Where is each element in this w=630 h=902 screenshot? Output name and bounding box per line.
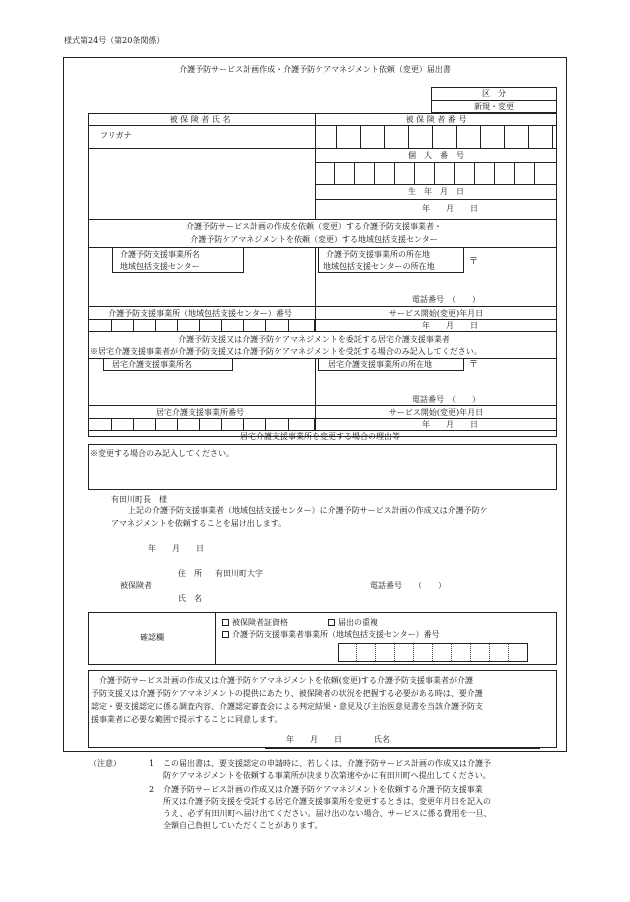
note-1-num: 1 (149, 759, 155, 768)
signature-name-label: 氏 名 (178, 594, 202, 603)
provider-name-label-1: 介護予防支援事業所名 (120, 250, 200, 259)
note-2-line-3: うえ、必ず有田川町へ届け出てください。届け出のない場合、サービスに係る費用を一旦、 (163, 809, 492, 818)
declaration-text-1: 上記の介護予防支援事業者（地域包括支援センター）に介護予防サービス計画の作成又は介護予防ケ (128, 506, 488, 515)
consign-line-1: 介護予防支援又は介護予防ケアマネジメントを委託する居宅介護支援事業者 (178, 335, 450, 344)
checkbox-icon[interactable] (222, 619, 229, 626)
insured-number-cells[interactable] (315, 125, 553, 148)
checkbox-icon[interactable] (222, 631, 229, 638)
postal-mark: 〒 (469, 257, 479, 267)
kubun-label: 区 分 (482, 89, 506, 98)
confirm-item-2[interactable] (328, 619, 378, 627)
confirm-item-1[interactable] (222, 619, 288, 627)
request-heading-2: 介護予防ケアマネジメントを依頼（変更）する地域包括支援センター (190, 235, 438, 244)
checkbox-icon[interactable] (328, 619, 335, 626)
consign-phone[interactable]: 電話番号 （ ） (412, 395, 480, 404)
confirm-item-1-label: 被保険者証資格 (232, 618, 288, 627)
consent-line-4: 援事業者に必要な範囲で提示することに同意します。 (91, 715, 283, 724)
consign-name-label: 居宅介護支援事業所名 (112, 360, 192, 369)
declaration-text-2: アマネジメントを依頼することを届け出します。 (111, 519, 287, 528)
note-2-line-4: 全額自己負担していただくことがあります。 (163, 821, 323, 830)
consent-line-2: 予防支援又は介護予防ケアマネジメントの提供にあたり、被保険者の状況を把握する必要がある時は、要介護 (91, 689, 483, 698)
form-title: 介護予防サービス計画作成・介護予防ケアマネジメント依頼（変更）届出書 (179, 65, 451, 74)
sign-underline (265, 748, 540, 749)
declaration-phone[interactable]: 電話番号 （ ） (370, 581, 446, 590)
insured-name-header: 被 保 険 者 氏 名 (169, 115, 231, 124)
provider-start-label: サービス開始(変更)年月日 (388, 309, 484, 318)
consign-start-date[interactable]: 年 月 日 (422, 420, 478, 429)
consign-postal-mark: 〒 (469, 360, 479, 370)
consent-line-1: 介護予防サービス計画の作成又は介護予防ケアマネジメントを依頼(変更)する介護予防支援事業者が介護 (99, 676, 473, 685)
provider-address-label-1: 介護予防支援事業所の所在地 (326, 250, 430, 259)
consign-number-cells[interactable] (88, 418, 315, 430)
consign-line-2: ※居宅介護支援事業者が介護予防支援又は介護予防ケアマネジメントを受託する場合のみ記入してください。 (90, 347, 482, 356)
personal-number-label: 個 人 番 号 (408, 151, 464, 160)
address-label: 住 所 (178, 569, 202, 578)
reason-note: ※変更する場合のみ記入してください。 (90, 449, 234, 458)
confirm-item-3-label: 介護予防支援事業者事業所（地域包括支援センター）番号 (232, 630, 440, 639)
consign-number-label: 居宅介護支援事業所番号 (156, 408, 244, 417)
note-2-line-1: 介護予防サービス計画の作成又は介護予防ケアマネジメントを依頼する介護予防支援事業 (163, 785, 483, 794)
kubun-value[interactable]: 新規・変更 (474, 102, 514, 111)
confirm-item-3[interactable] (222, 631, 440, 639)
provider-phone[interactable]: 電話番号 （ ） (412, 295, 480, 304)
provider-number-cells[interactable] (88, 319, 315, 331)
provider-name-label-2: 地域包括支援センター (120, 262, 200, 271)
consent-sign[interactable]: 年 月 日 氏名 (286, 735, 390, 744)
form-number: 様式第24号（第20条関係） (64, 36, 165, 45)
provider-address-label-2: 地域包括支援センターの所在地 (323, 262, 435, 271)
furigana-label: フリガナ (100, 131, 132, 140)
confirm-label: 確認欄 (140, 633, 164, 642)
addressee: 有田川町長 様 (111, 495, 167, 504)
consign-start-label: サービス開始(変更)年月日 (388, 408, 484, 417)
address-value[interactable]: 有田川町大字 (215, 569, 263, 578)
personal-number-cells[interactable] (315, 162, 557, 184)
note-2-num: 2 (149, 785, 155, 794)
reason-label: 居宅介護支援事業所を変更する場合の理由等 (240, 432, 400, 441)
birthdate-label: 生 年 月 日 (408, 187, 464, 196)
birthdate-field[interactable]: 年 月 日 (422, 204, 478, 213)
consign-address-label: 居宅介護支援事業所の所在地 (328, 360, 432, 369)
provider-start-date[interactable]: 年 月 日 (422, 321, 478, 330)
note-1-line-2: 防ケアマネジメントを依頼する事業所が決まり次第速やかに有田川町へ提出してください。 (163, 771, 491, 780)
request-heading-1: 介護予防サービス計画の作成を依頼（変更）する介護予防支援事業者・ (186, 222, 442, 231)
confirm-number-cells[interactable] (338, 643, 528, 662)
provider-number-label: 介護予防支援事業所（地域包括支援センター）番号 (108, 309, 292, 318)
confirm-item-2-label: 届出の重複 (338, 618, 378, 627)
consent-line-3: 認定・要支援認定に係る調査内容、介護認定審査会による判定結果・意見及び主治医意見書を当該介護予防支 (91, 702, 483, 711)
insured-label: 被保険者 (120, 581, 152, 590)
declaration-date[interactable]: 年 月 日 (148, 544, 204, 553)
insured-number-header: 被 保 険 者 番 号 (405, 115, 467, 124)
note-2-line-2: 所又は介護予防支援を受託する居宅介護支援事業所を変更するときは、変更年月日を記入の (163, 797, 491, 806)
notes-label: （注意） (89, 759, 121, 768)
note-1-line-1: この届出書は、要支援認定の申請時に、若しくは、介護予防サービス計画の作成又は介護予 (163, 759, 491, 768)
